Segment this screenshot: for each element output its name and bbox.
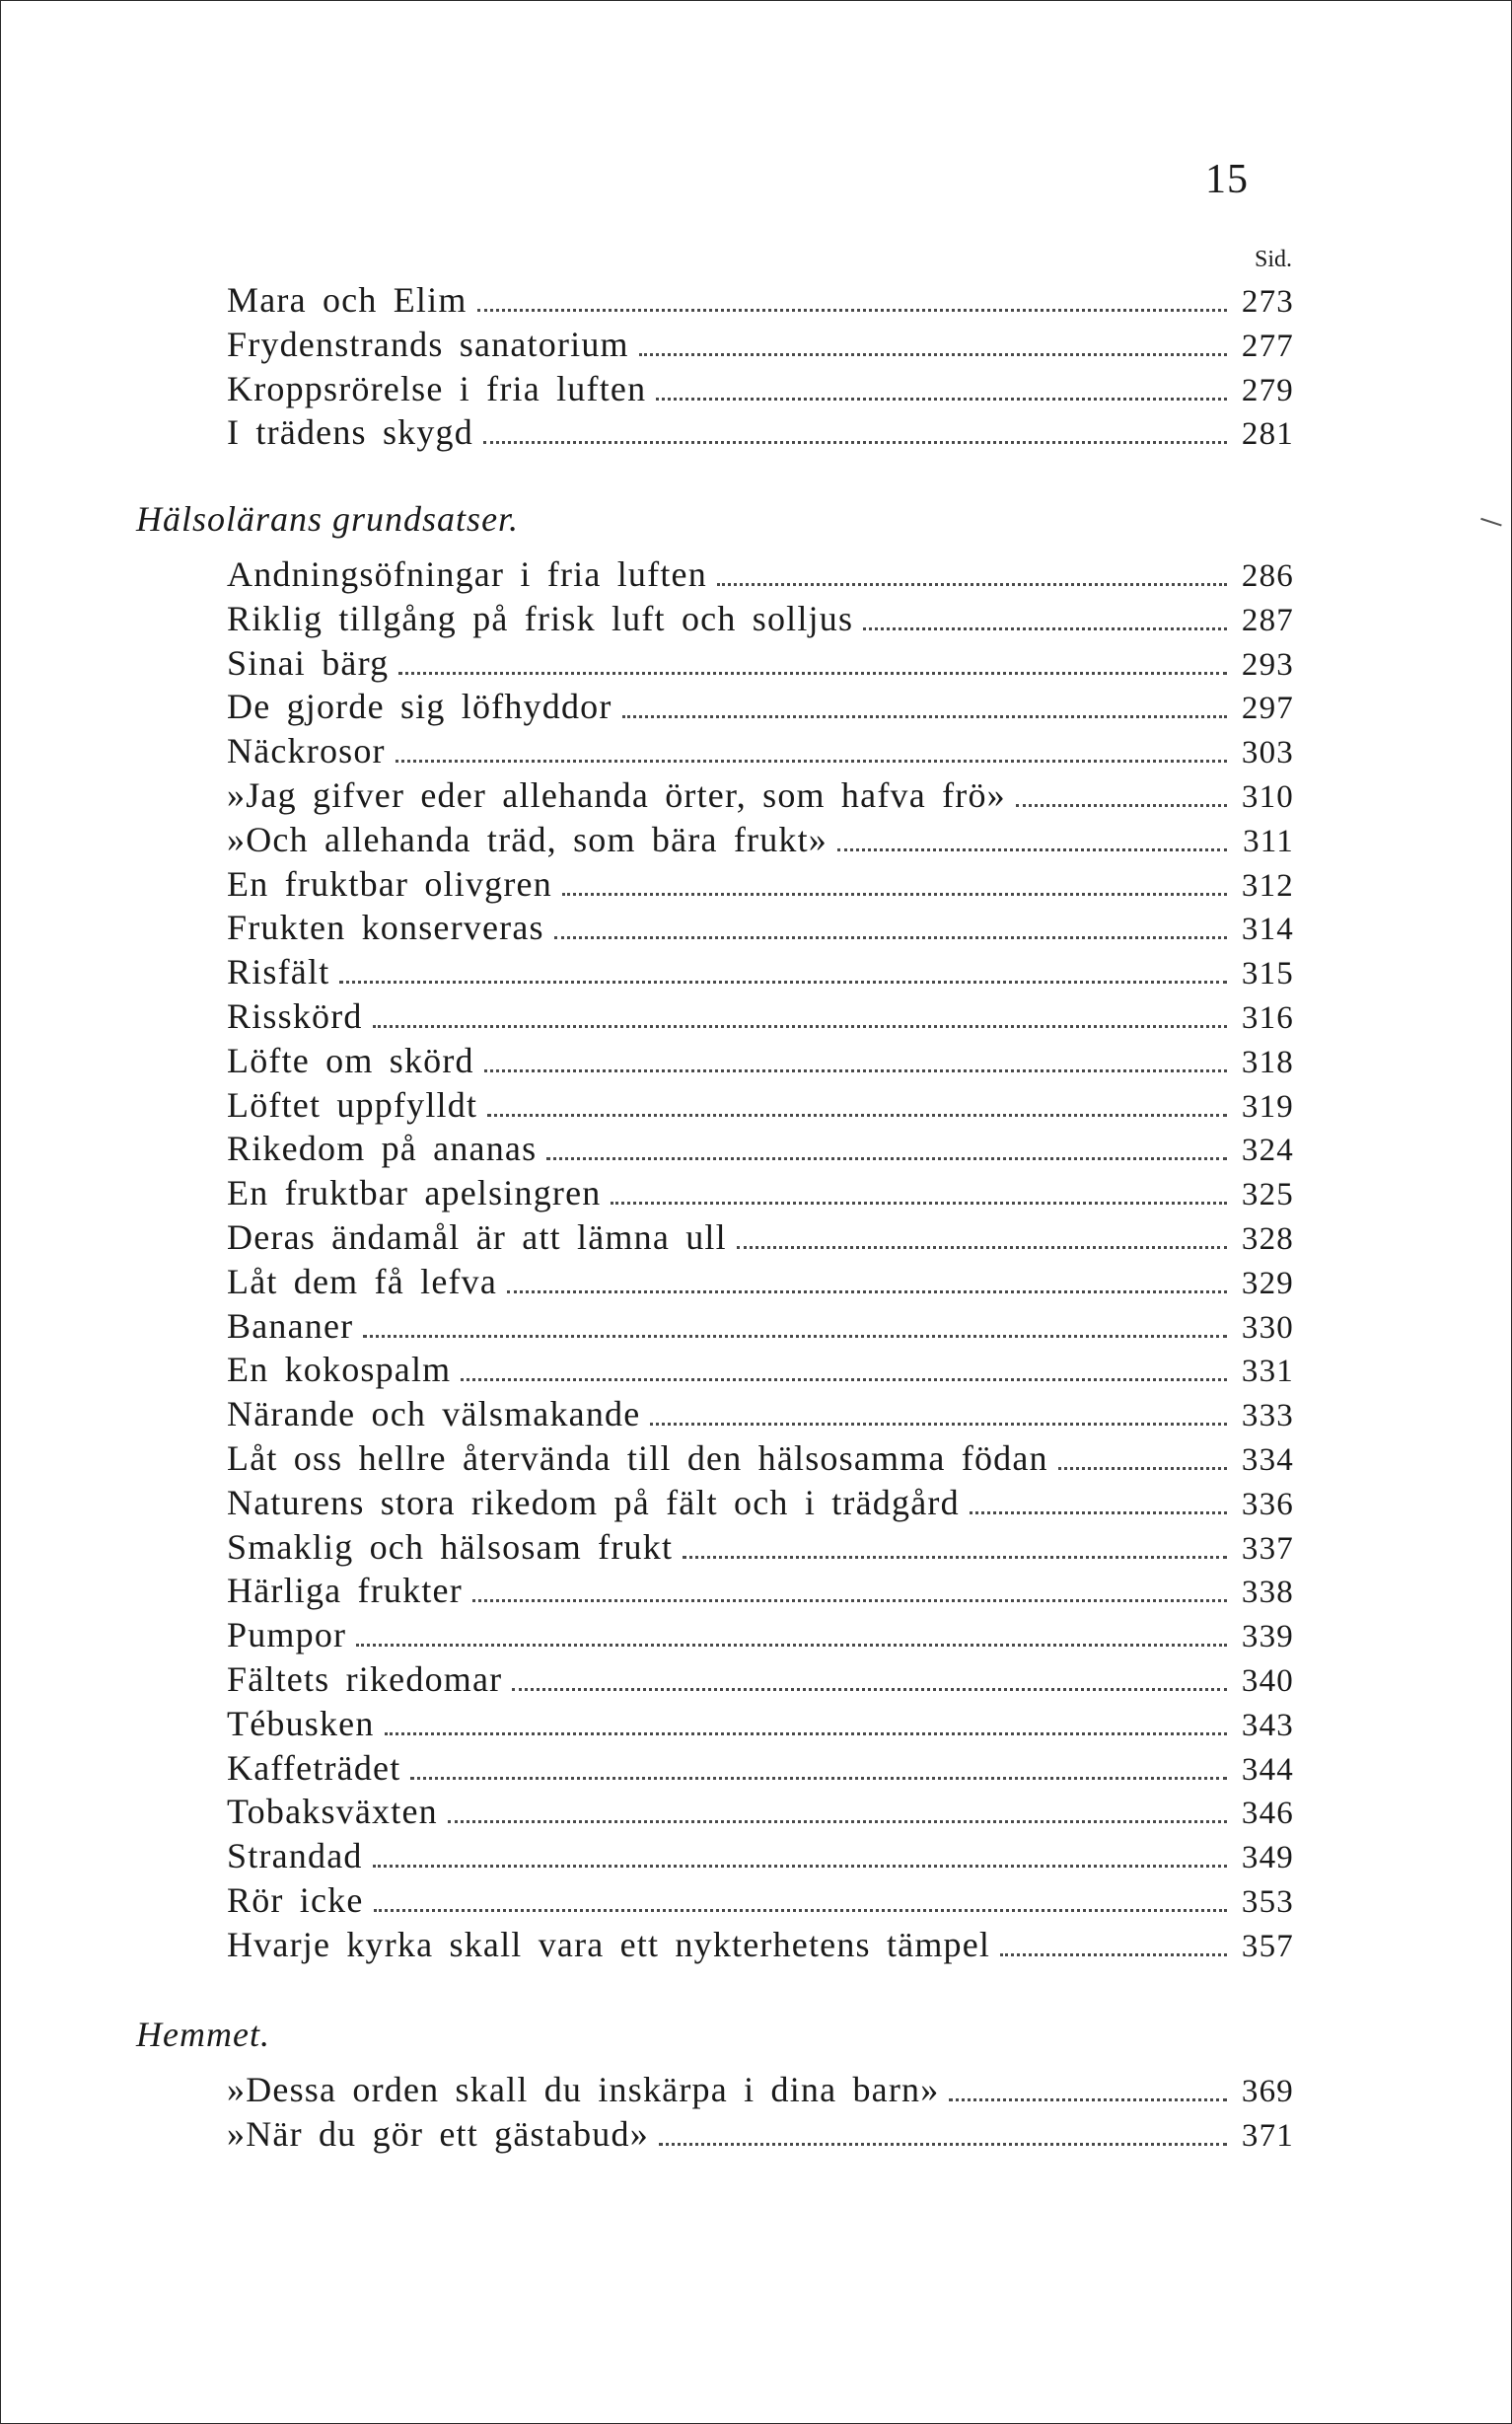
toc-entry xyxy=(227,2067,1294,2112)
toc-entry xyxy=(227,2111,1294,2157)
toc-entry-title: Låt oss hellre återvända till den hälsosamma födan xyxy=(227,1438,1048,1478)
toc-entry xyxy=(227,1524,1294,1570)
dot-leader xyxy=(837,848,1227,851)
toc-entry-title: Sinai bärg xyxy=(227,643,390,683)
toc-entry xyxy=(227,993,1294,1039)
toc-entry-title: Närande och välsmakande xyxy=(227,1394,641,1433)
dot-leader xyxy=(477,309,1227,312)
dot-leader xyxy=(448,1820,1227,1823)
toc-entry-title: Tébusken xyxy=(227,1704,375,1743)
toc-entry-page: 330 xyxy=(1241,1310,1294,1346)
toc-entry-title: I trädens skygd xyxy=(227,412,473,452)
toc-entry-title: Rör icke xyxy=(227,1880,364,1920)
toc-entry xyxy=(227,905,1294,950)
toc-entry-title: Hvarje kyrka skall vara ett nykterhetens tämpel xyxy=(227,1925,991,1964)
toc-entry-page: 319 xyxy=(1241,1089,1294,1125)
toc-entry xyxy=(227,277,1294,323)
toc-entry xyxy=(227,409,1294,455)
toc-entry-page: 336 xyxy=(1241,1487,1294,1522)
toc-entry-title: Riklig tillgång på frisk luft och solljus xyxy=(227,599,854,638)
dot-leader xyxy=(863,627,1227,630)
toc-entry xyxy=(227,1745,1294,1791)
toc-entry xyxy=(227,1038,1294,1083)
toc-entry xyxy=(227,1303,1294,1349)
toc-entry-title: En kokospalm xyxy=(227,1350,452,1389)
toc-entry-page: 318 xyxy=(1241,1045,1294,1080)
dot-leader xyxy=(512,1688,1227,1691)
toc-entry-title: Andningsöfningar i fria luften xyxy=(227,554,707,594)
dot-leader xyxy=(650,1423,1227,1426)
toc-entry xyxy=(227,551,1294,597)
dot-leader xyxy=(656,398,1227,401)
dot-leader xyxy=(562,893,1227,896)
toc-entry-title: En fruktbar apelsingren xyxy=(227,1173,602,1212)
toc-entry-title: Risskörd xyxy=(227,996,363,1036)
toc-entry-title: Tobaksväxten xyxy=(227,1792,438,1831)
section-heading: Hemmet. xyxy=(136,2015,270,2054)
dot-leader xyxy=(1058,1467,1227,1470)
toc-entry xyxy=(227,728,1294,773)
toc-entry xyxy=(227,1612,1294,1657)
toc-entry-page: 340 xyxy=(1241,1663,1294,1699)
page-column-header: Sid. xyxy=(1255,247,1293,272)
toc-entry-page: 371 xyxy=(1241,2118,1294,2154)
toc-entry-page: 333 xyxy=(1241,1398,1294,1433)
toc-entry xyxy=(227,1347,1294,1392)
toc-entry-title: Kroppsrörelse i fria luften xyxy=(227,369,647,408)
dot-leader xyxy=(385,1732,1227,1735)
toc-entry-title: Kaffeträdet xyxy=(227,1748,401,1788)
toc-entry xyxy=(227,1170,1294,1215)
toc-entry xyxy=(227,1480,1294,1525)
toc-entry-title: »Dessa orden skall du inskärpa i dina barn» xyxy=(227,2070,940,2109)
dot-leader xyxy=(1016,804,1227,807)
dot-leader xyxy=(483,441,1227,444)
toc-entry xyxy=(227,596,1294,641)
dot-leader xyxy=(737,1246,1227,1249)
toc-entry-title: »Jag gifver eder allehanda örter, som hafva frö» xyxy=(227,775,1006,815)
toc-entry-page: 297 xyxy=(1241,691,1294,726)
toc-entry-title: Risfält xyxy=(227,952,330,992)
dot-leader xyxy=(546,1157,1227,1160)
dot-leader xyxy=(507,1290,1227,1293)
toc-entry-page: 279 xyxy=(1241,373,1294,408)
toc-entry xyxy=(227,1126,1294,1171)
toc-entry-title: Fältets rikedomar xyxy=(227,1659,503,1699)
toc-entry-title: Näckrosor xyxy=(227,731,386,771)
dot-leader xyxy=(970,1511,1227,1514)
toc-entry-page: 334 xyxy=(1241,1442,1294,1478)
toc-entry-page: 281 xyxy=(1241,416,1294,452)
dot-leader xyxy=(484,1069,1227,1072)
dot-leader xyxy=(461,1378,1227,1381)
toc-entry xyxy=(227,366,1294,411)
toc-entry xyxy=(227,1435,1294,1481)
toc-entry xyxy=(227,949,1294,994)
toc-entry-title: En fruktbar olivgren xyxy=(227,864,552,904)
toc-entry-title: Strandad xyxy=(227,1836,363,1875)
dot-leader xyxy=(373,1025,1227,1028)
dot-leader xyxy=(639,353,1227,356)
toc-entry xyxy=(227,1391,1294,1436)
dot-leader xyxy=(659,2143,1227,2146)
dot-leader xyxy=(374,1909,1227,1912)
dot-leader xyxy=(472,1599,1227,1602)
dot-leader xyxy=(396,760,1227,763)
toc-entry-page: 369 xyxy=(1241,2074,1294,2109)
toc-entry-title: Låt dem få lefva xyxy=(227,1262,498,1301)
toc-entry-title: Bananer xyxy=(227,1306,354,1346)
toc-entry-page: 343 xyxy=(1241,1708,1294,1743)
dot-leader xyxy=(356,1644,1227,1647)
toc-entry-page: 325 xyxy=(1241,1177,1294,1212)
toc-entry-title: Deras ändamål är att lämna ull xyxy=(227,1217,727,1257)
toc-entry xyxy=(227,1922,1294,1967)
toc-entry xyxy=(227,1082,1294,1128)
dot-leader xyxy=(363,1335,1227,1338)
toc-entry-page: 314 xyxy=(1241,912,1294,947)
toc-entry-page: 286 xyxy=(1241,558,1294,594)
toc-entry xyxy=(227,1789,1294,1834)
dot-leader xyxy=(373,1865,1227,1868)
toc-entry-page: 273 xyxy=(1241,284,1294,320)
dot-leader xyxy=(487,1114,1227,1117)
toc-entry-title: De gjorde sig löfhyddor xyxy=(227,687,612,726)
toc-entry-title: Rikedom på ananas xyxy=(227,1129,538,1168)
toc-entry-page: 344 xyxy=(1241,1752,1294,1788)
toc-entry-title: Mara och Elim xyxy=(227,280,468,320)
toc-entry-page: 337 xyxy=(1241,1531,1294,1567)
toc-entry xyxy=(227,1214,1294,1260)
dot-leader xyxy=(611,1202,1227,1205)
toc-entry xyxy=(227,684,1294,729)
page-number: 15 xyxy=(1205,157,1249,202)
toc-entry-page: 312 xyxy=(1241,868,1294,904)
dot-leader xyxy=(554,936,1227,939)
dot-leader xyxy=(1000,1953,1227,1956)
dot-leader xyxy=(622,715,1227,718)
toc-entry xyxy=(227,1877,1294,1923)
toc-entry-page: 277 xyxy=(1241,329,1294,364)
dot-leader xyxy=(717,583,1227,586)
toc-entry-page: 316 xyxy=(1241,1000,1294,1036)
toc-entry-title: Härliga frukter xyxy=(227,1571,463,1610)
toc-entry-title: Löftet uppfylldt xyxy=(227,1085,478,1125)
dot-leader xyxy=(398,672,1227,675)
toc-entry-page: 311 xyxy=(1243,824,1294,859)
toc-entry-page: 328 xyxy=(1241,1221,1294,1257)
toc-entry xyxy=(227,1833,1294,1878)
toc-entry xyxy=(227,1656,1294,1702)
toc-entry xyxy=(227,1568,1294,1613)
toc-entry-page: 331 xyxy=(1241,1354,1294,1389)
toc-entry xyxy=(227,640,1294,686)
toc-entry-page: 357 xyxy=(1241,1929,1294,1964)
toc-entry-title: Löfte om skörd xyxy=(227,1041,474,1080)
toc-entry-page: 287 xyxy=(1241,603,1294,638)
toc-entry-page: 338 xyxy=(1241,1575,1294,1610)
toc-entry-title: Naturens stora rikedom på fält och i trädgård xyxy=(227,1483,960,1522)
toc-entry xyxy=(227,817,1294,862)
toc-entry-title: Frydenstrands sanatorium xyxy=(227,325,629,364)
toc-entry-page: 324 xyxy=(1241,1133,1294,1168)
dot-leader xyxy=(949,2098,1227,2101)
toc-entry-page: 310 xyxy=(1241,779,1294,815)
dot-leader xyxy=(410,1777,1227,1780)
toc-entry xyxy=(227,1259,1294,1304)
section-heading: Hälsolärans grundsatser. xyxy=(136,499,520,539)
toc-entry-title: Pumpor xyxy=(227,1615,347,1654)
toc-entry-page: 303 xyxy=(1241,735,1294,771)
toc-entry-page: 346 xyxy=(1241,1796,1294,1831)
dot-leader xyxy=(339,981,1227,984)
toc-entry-page: 339 xyxy=(1241,1619,1294,1654)
dot-leader xyxy=(683,1556,1227,1559)
toc-entry-page: 349 xyxy=(1241,1840,1294,1875)
toc-entry-page: 353 xyxy=(1241,1884,1294,1920)
toc-entry-title: »Och allehanda träd, som bära frukt» xyxy=(227,820,828,859)
toc-entry-title: Smaklig och hälsosam frukt xyxy=(227,1527,674,1567)
toc-entry xyxy=(227,772,1294,818)
toc-entry xyxy=(227,322,1294,367)
toc-entry xyxy=(227,861,1294,907)
toc-entry xyxy=(227,1701,1294,1746)
toc-entry-title: Frukten konserveras xyxy=(227,908,544,947)
toc-entry-page: 315 xyxy=(1241,956,1294,992)
toc-entry-page: 293 xyxy=(1241,647,1294,683)
toc-entry-title: »När du gör ett gästabud» xyxy=(227,2114,649,2154)
toc-entry-page: 329 xyxy=(1241,1266,1294,1301)
